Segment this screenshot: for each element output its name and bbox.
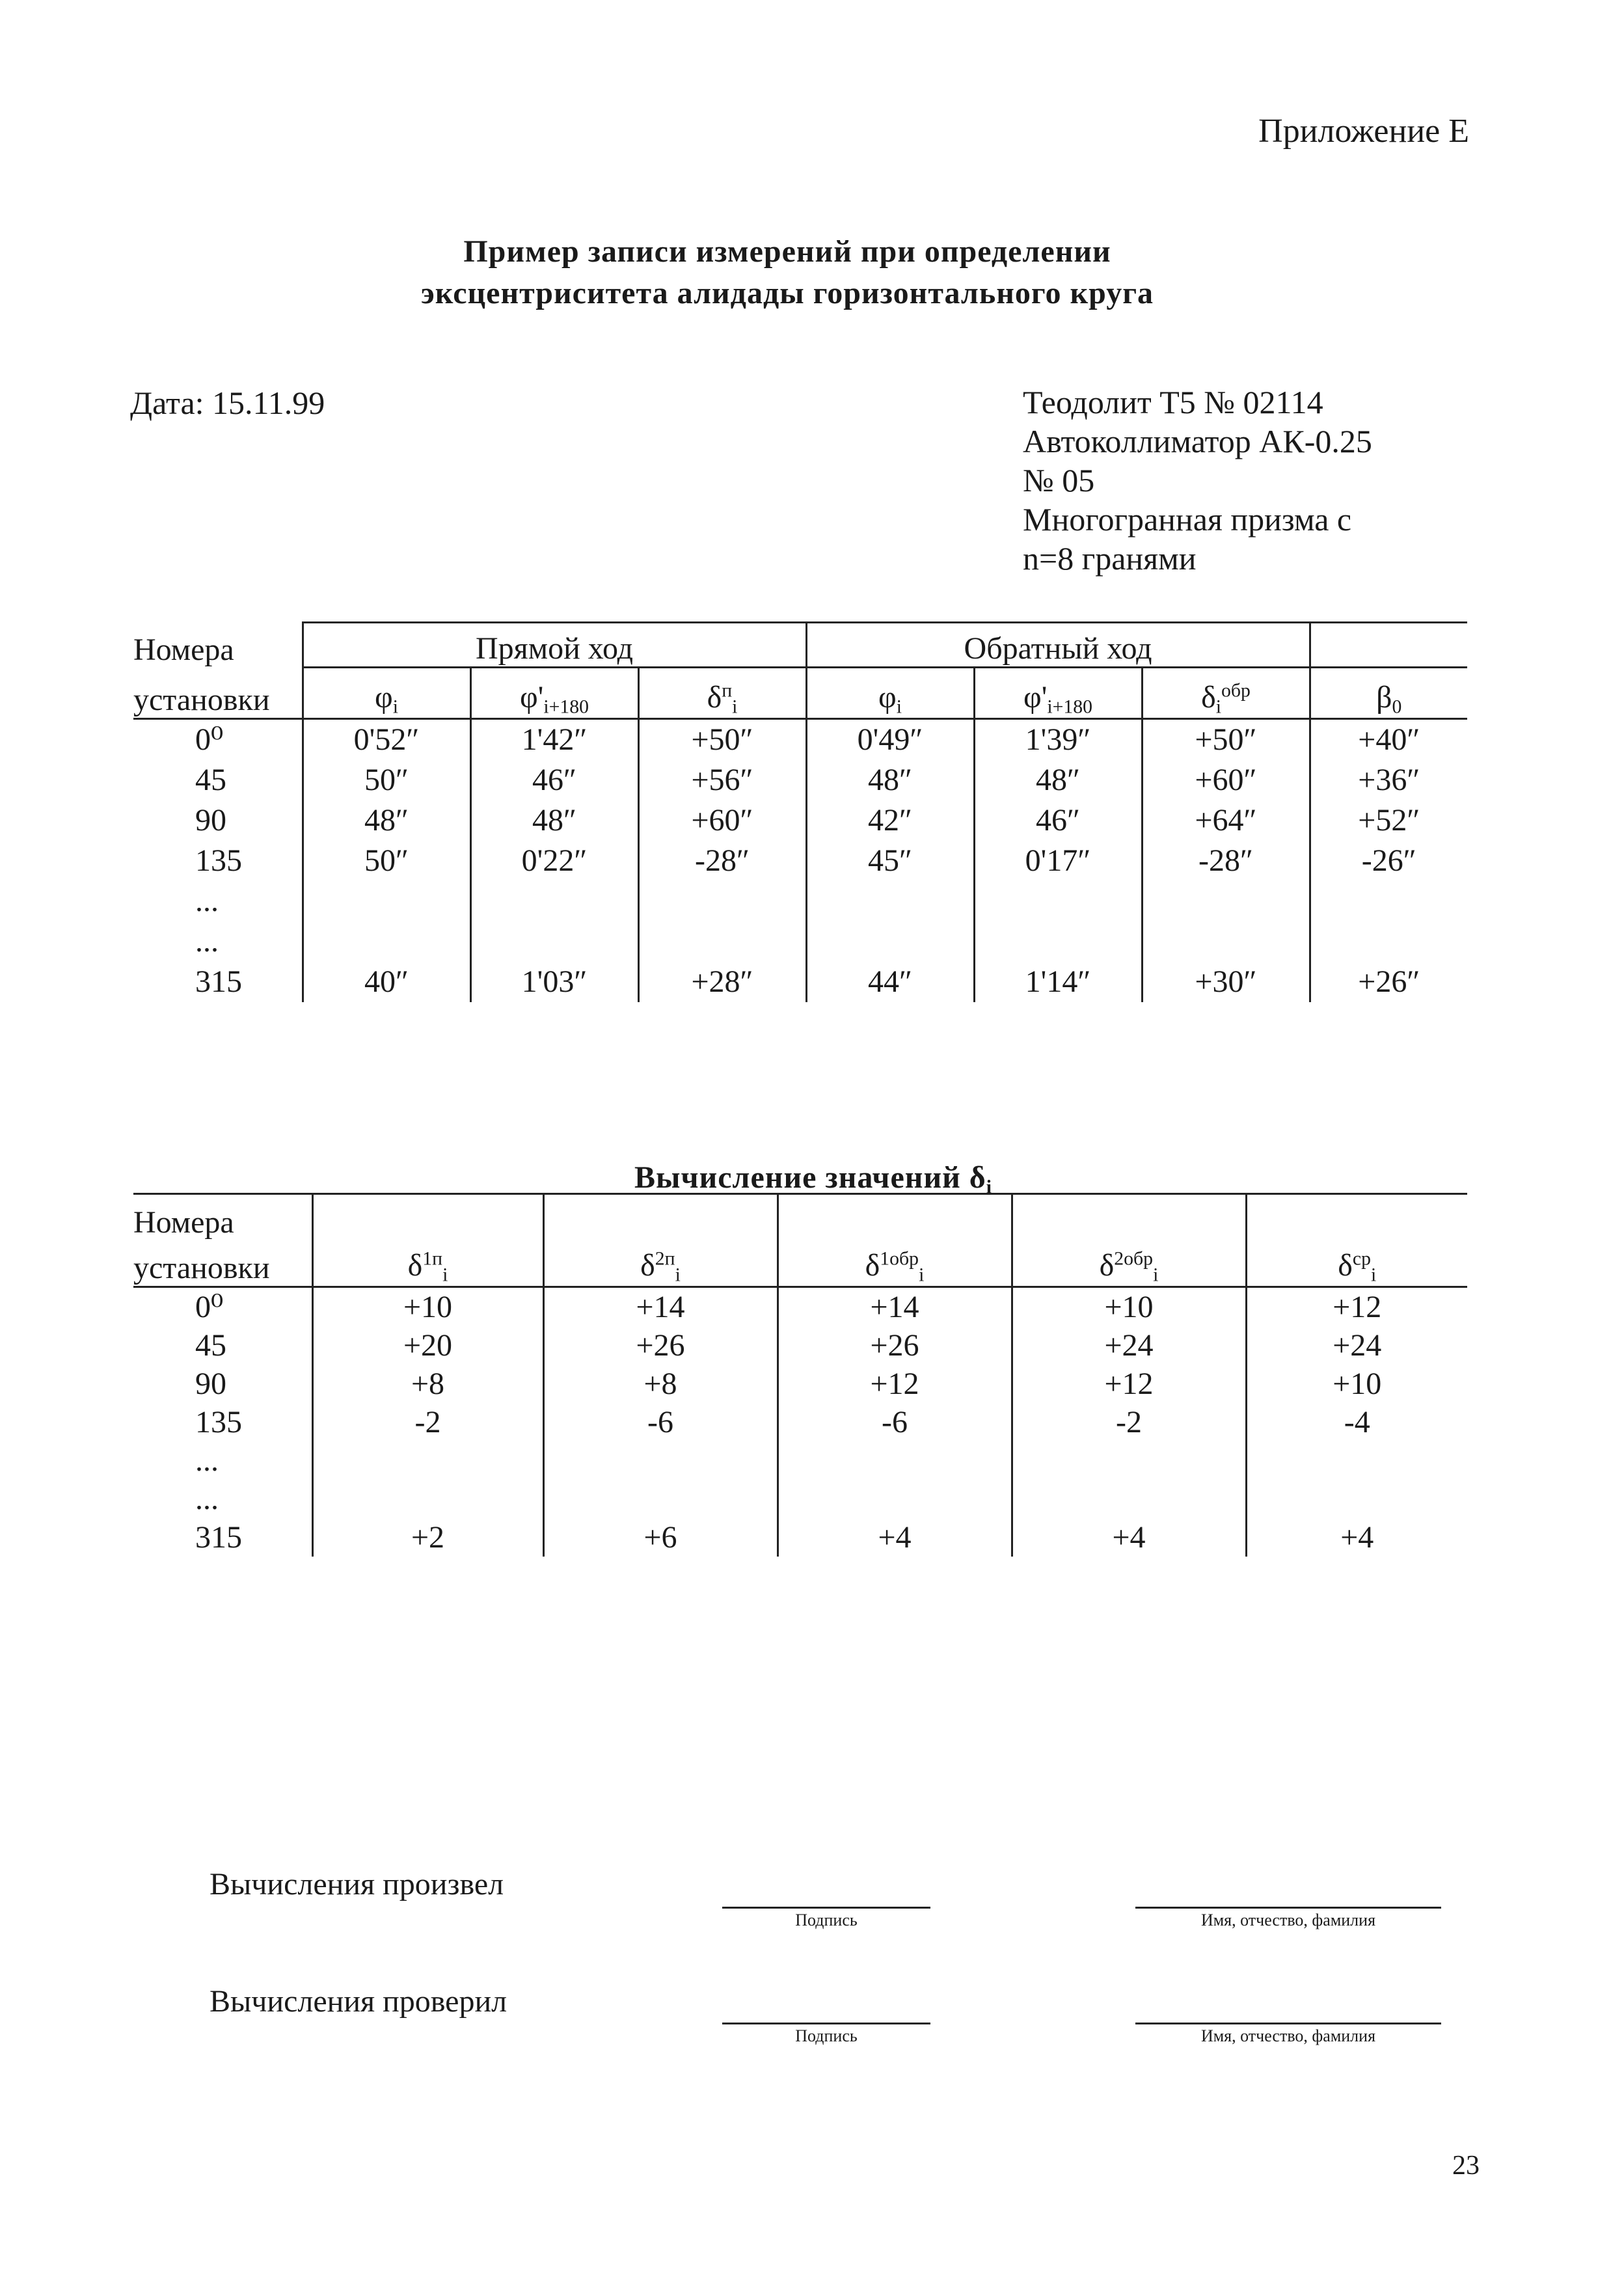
value-cell: +52″: [1310, 800, 1467, 841]
value-cell: +6: [543, 1518, 778, 1557]
value-cell: 1'42″: [470, 719, 638, 761]
install-number-cell: 315: [195, 964, 242, 999]
phi-prime-header-forward: $\varphi'_{i+180}$: [470, 668, 638, 719]
table-row: [133, 881, 1467, 921]
value-cell: [543, 1441, 778, 1480]
value-cell: [470, 921, 638, 962]
value-cell: [1246, 1441, 1467, 1480]
forward-run-header: Прямой ход: [303, 623, 806, 668]
value-cell: [638, 881, 806, 921]
install-number-cell: ...: [195, 1482, 219, 1516]
checked-by-name-line: [1135, 2023, 1441, 2024]
install-number-cell: 135: [195, 843, 242, 878]
computed-by-name-line: [1135, 1907, 1441, 1909]
value-cell: 42″: [806, 800, 974, 841]
value-cell: [1310, 881, 1467, 921]
table-row: [133, 1518, 1467, 1557]
value-cell: 48″: [303, 800, 470, 841]
checked-by-name-caption: Имя, отчество, фамилия: [1200, 2026, 1376, 2045]
delta-1obr-header: $\delta^{1обр}_i$: [778, 1240, 1012, 1287]
value-cell: +50″: [638, 719, 806, 761]
value-cell: [470, 881, 638, 921]
value-cell: 45″: [806, 841, 974, 881]
phi-header-backward: $\varphi_i$: [806, 668, 974, 719]
install-number-cell: ...: [195, 1443, 219, 1478]
delta-backward-header: $\delta_i^{обр}$: [1142, 668, 1310, 719]
table-row: [133, 800, 1467, 841]
computed-by-signature-line: [722, 1907, 930, 1909]
computed-by-name-caption: Имя, отчество, фамилия: [1200, 1911, 1376, 1929]
prism-label-line-2: n=8 гранями: [1023, 540, 1197, 577]
beta-header: $\beta_0$: [1310, 668, 1467, 719]
delta-computation-table: [133, 1193, 1467, 1557]
install-header-line-1: Номера: [133, 1194, 312, 1241]
value-cell: +4: [1012, 1518, 1246, 1557]
value-cell: -28″: [1142, 841, 1310, 881]
value-cell: 0'17″: [974, 841, 1142, 881]
value-cell: +10: [1012, 1287, 1246, 1327]
header-spacer: [778, 1194, 1012, 1241]
install-number-cell: 90: [195, 1367, 226, 1401]
value-cell: [1012, 1480, 1246, 1518]
value-cell: 1'03″: [470, 962, 638, 1002]
install-number-cell: 0⁰: [195, 1290, 224, 1324]
value-cell: 44″: [806, 962, 974, 1002]
value-cell: [806, 921, 974, 962]
table-row: [133, 1365, 1467, 1403]
install-number-cell: ...: [195, 924, 219, 959]
value-cell: +60″: [1142, 760, 1310, 800]
computed-by-signature-caption: Подпись: [795, 1911, 858, 1929]
value-cell: +64″: [1142, 800, 1310, 841]
header-spacer: [543, 1194, 778, 1241]
install-number-cell: 45: [195, 763, 226, 797]
value-cell: +40″: [1310, 719, 1467, 761]
value-cell: -4: [1246, 1403, 1467, 1441]
table-row: [133, 1403, 1467, 1441]
appendix-label: Приложение Е: [1258, 113, 1469, 150]
checked-by-label: Вычисления проверил: [210, 1984, 508, 2019]
table-row: [133, 719, 1467, 761]
value-cell: -6: [778, 1403, 1012, 1441]
computed-by-label: Вычисления произвел: [210, 1867, 504, 1901]
title-line-2: эксцентриситета алидады горизонтального круга: [421, 276, 1154, 310]
value-cell: 50″: [303, 760, 470, 800]
value-cell: +10: [312, 1287, 543, 1327]
value-cell: +24: [1012, 1326, 1246, 1365]
value-cell: [303, 881, 470, 921]
value-cell: +20: [312, 1326, 543, 1365]
phi-prime-header-backward: $\varphi'_{i+180}$: [974, 668, 1142, 719]
value-cell: +26: [543, 1326, 778, 1365]
install-header-line-2: установки: [133, 1240, 312, 1287]
header-spacer: [1246, 1194, 1467, 1241]
value-cell: [806, 881, 974, 921]
install-number-cell: 315: [195, 1520, 242, 1555]
install-number-cell: 135: [195, 1405, 242, 1439]
document-title: [0, 231, 1575, 314]
delta-avg-header: $\delta^{ср}_i$: [1246, 1240, 1467, 1287]
checked-by-signature-caption: Подпись: [795, 2026, 858, 2045]
value-cell: [778, 1480, 1012, 1518]
table-row: [133, 760, 1467, 800]
value-cell: 48″: [470, 800, 638, 841]
theodolite-label: Теодолит Т5 № 02114: [1023, 384, 1323, 420]
measurement-date: Дата: 15.11.99: [130, 385, 325, 421]
value-cell: 1'39″: [974, 719, 1142, 761]
value-cell: +60″: [638, 800, 806, 841]
value-cell: [1246, 1480, 1467, 1518]
autocollimator-number: № 05: [1023, 462, 1095, 498]
install-header-line-2: установки: [133, 668, 303, 719]
value-cell: 48″: [974, 760, 1142, 800]
value-cell: -2: [312, 1403, 543, 1441]
instrument-list: [1023, 383, 1372, 578]
value-cell: [974, 881, 1142, 921]
value-cell: +50″: [1142, 719, 1310, 761]
checked-by-signature-line: [722, 2023, 930, 2024]
table-row: [133, 962, 1467, 1002]
value-cell: +26″: [1310, 962, 1467, 1002]
value-cell: +2: [312, 1518, 543, 1557]
value-cell: -26″: [1310, 841, 1467, 881]
value-cell: [1142, 881, 1310, 921]
value-cell: 0'52″: [303, 719, 470, 761]
value-cell: [974, 921, 1142, 962]
computation-section-title: Вычисление значений $\delta_i$: [634, 1160, 992, 1198]
install-number-cell: ...: [195, 884, 219, 918]
value-cell: +30″: [1142, 962, 1310, 1002]
value-cell: +36″: [1310, 760, 1467, 800]
value-cell: [543, 1480, 778, 1518]
value-cell: 40″: [303, 962, 470, 1002]
value-cell: [303, 921, 470, 962]
install-number-cell: 0⁰: [195, 722, 224, 757]
table-row: [133, 1287, 1467, 1327]
value-cell: +8: [312, 1365, 543, 1403]
phi-header-forward: $\varphi_i$: [303, 668, 470, 719]
value-cell: [1310, 921, 1467, 962]
value-cell: 0'49″: [806, 719, 974, 761]
install-number-cell: 90: [195, 803, 226, 838]
title-line-1: Пример записи измерений при определении: [463, 234, 1111, 269]
table-row: [133, 841, 1467, 881]
value-cell: [1142, 921, 1310, 962]
value-cell: [312, 1441, 543, 1480]
install-number-cell: 45: [195, 1328, 226, 1363]
value-cell: 48″: [806, 760, 974, 800]
delta-1p-header: $\delta^{1п}_i$: [312, 1240, 543, 1287]
value-cell: [1012, 1441, 1246, 1480]
prism-label-line-1: Многогранная призма с: [1023, 501, 1352, 538]
table-row: [133, 1326, 1467, 1365]
measurements-table: [133, 621, 1467, 1002]
value-cell: -6: [543, 1403, 778, 1441]
value-cell: +12: [1246, 1287, 1467, 1327]
value-cell: +26: [778, 1326, 1012, 1365]
value-cell: [638, 921, 806, 962]
value-cell: +10: [1246, 1365, 1467, 1403]
page-number: 23: [1452, 2151, 1480, 2181]
table-row: [133, 1480, 1467, 1518]
value-cell: +12: [1012, 1365, 1246, 1403]
value-cell: 0'22″: [470, 841, 638, 881]
table-row: [133, 921, 1467, 962]
delta-2p-header: $\delta^{2п}_i$: [543, 1240, 778, 1287]
value-cell: +28″: [638, 962, 806, 1002]
value-cell: -2: [1012, 1403, 1246, 1441]
value-cell: +4: [778, 1518, 1012, 1557]
value-cell: [778, 1441, 1012, 1480]
autocollimator-label: Автоколлиматор АК-0.25: [1023, 423, 1372, 459]
delta-forward-header: $\delta^п_i$: [638, 668, 806, 719]
value-cell: +4: [1246, 1518, 1467, 1557]
beta-header-top: [1310, 623, 1467, 668]
value-cell: 50″: [303, 841, 470, 881]
table-row: [133, 1441, 1467, 1480]
value-cell: +14: [543, 1287, 778, 1327]
value-cell: +14: [778, 1287, 1012, 1327]
value-cell: +56″: [638, 760, 806, 800]
value-cell: [312, 1480, 543, 1518]
value-cell: 46″: [470, 760, 638, 800]
delta-2obr-header: $\delta^{2обр}_i$: [1012, 1240, 1246, 1287]
value-cell: +12: [778, 1365, 1012, 1403]
install-header-line-1: Номера: [133, 632, 234, 667]
header-spacer: [1012, 1194, 1246, 1241]
value-cell: +24: [1246, 1326, 1467, 1365]
value-cell: -28″: [638, 841, 806, 881]
value-cell: 46″: [974, 800, 1142, 841]
backward-run-header: Обратный ход: [806, 623, 1310, 668]
value-cell: +8: [543, 1365, 778, 1403]
value-cell: 1'14″: [974, 962, 1142, 1002]
header-spacer: [312, 1194, 543, 1241]
